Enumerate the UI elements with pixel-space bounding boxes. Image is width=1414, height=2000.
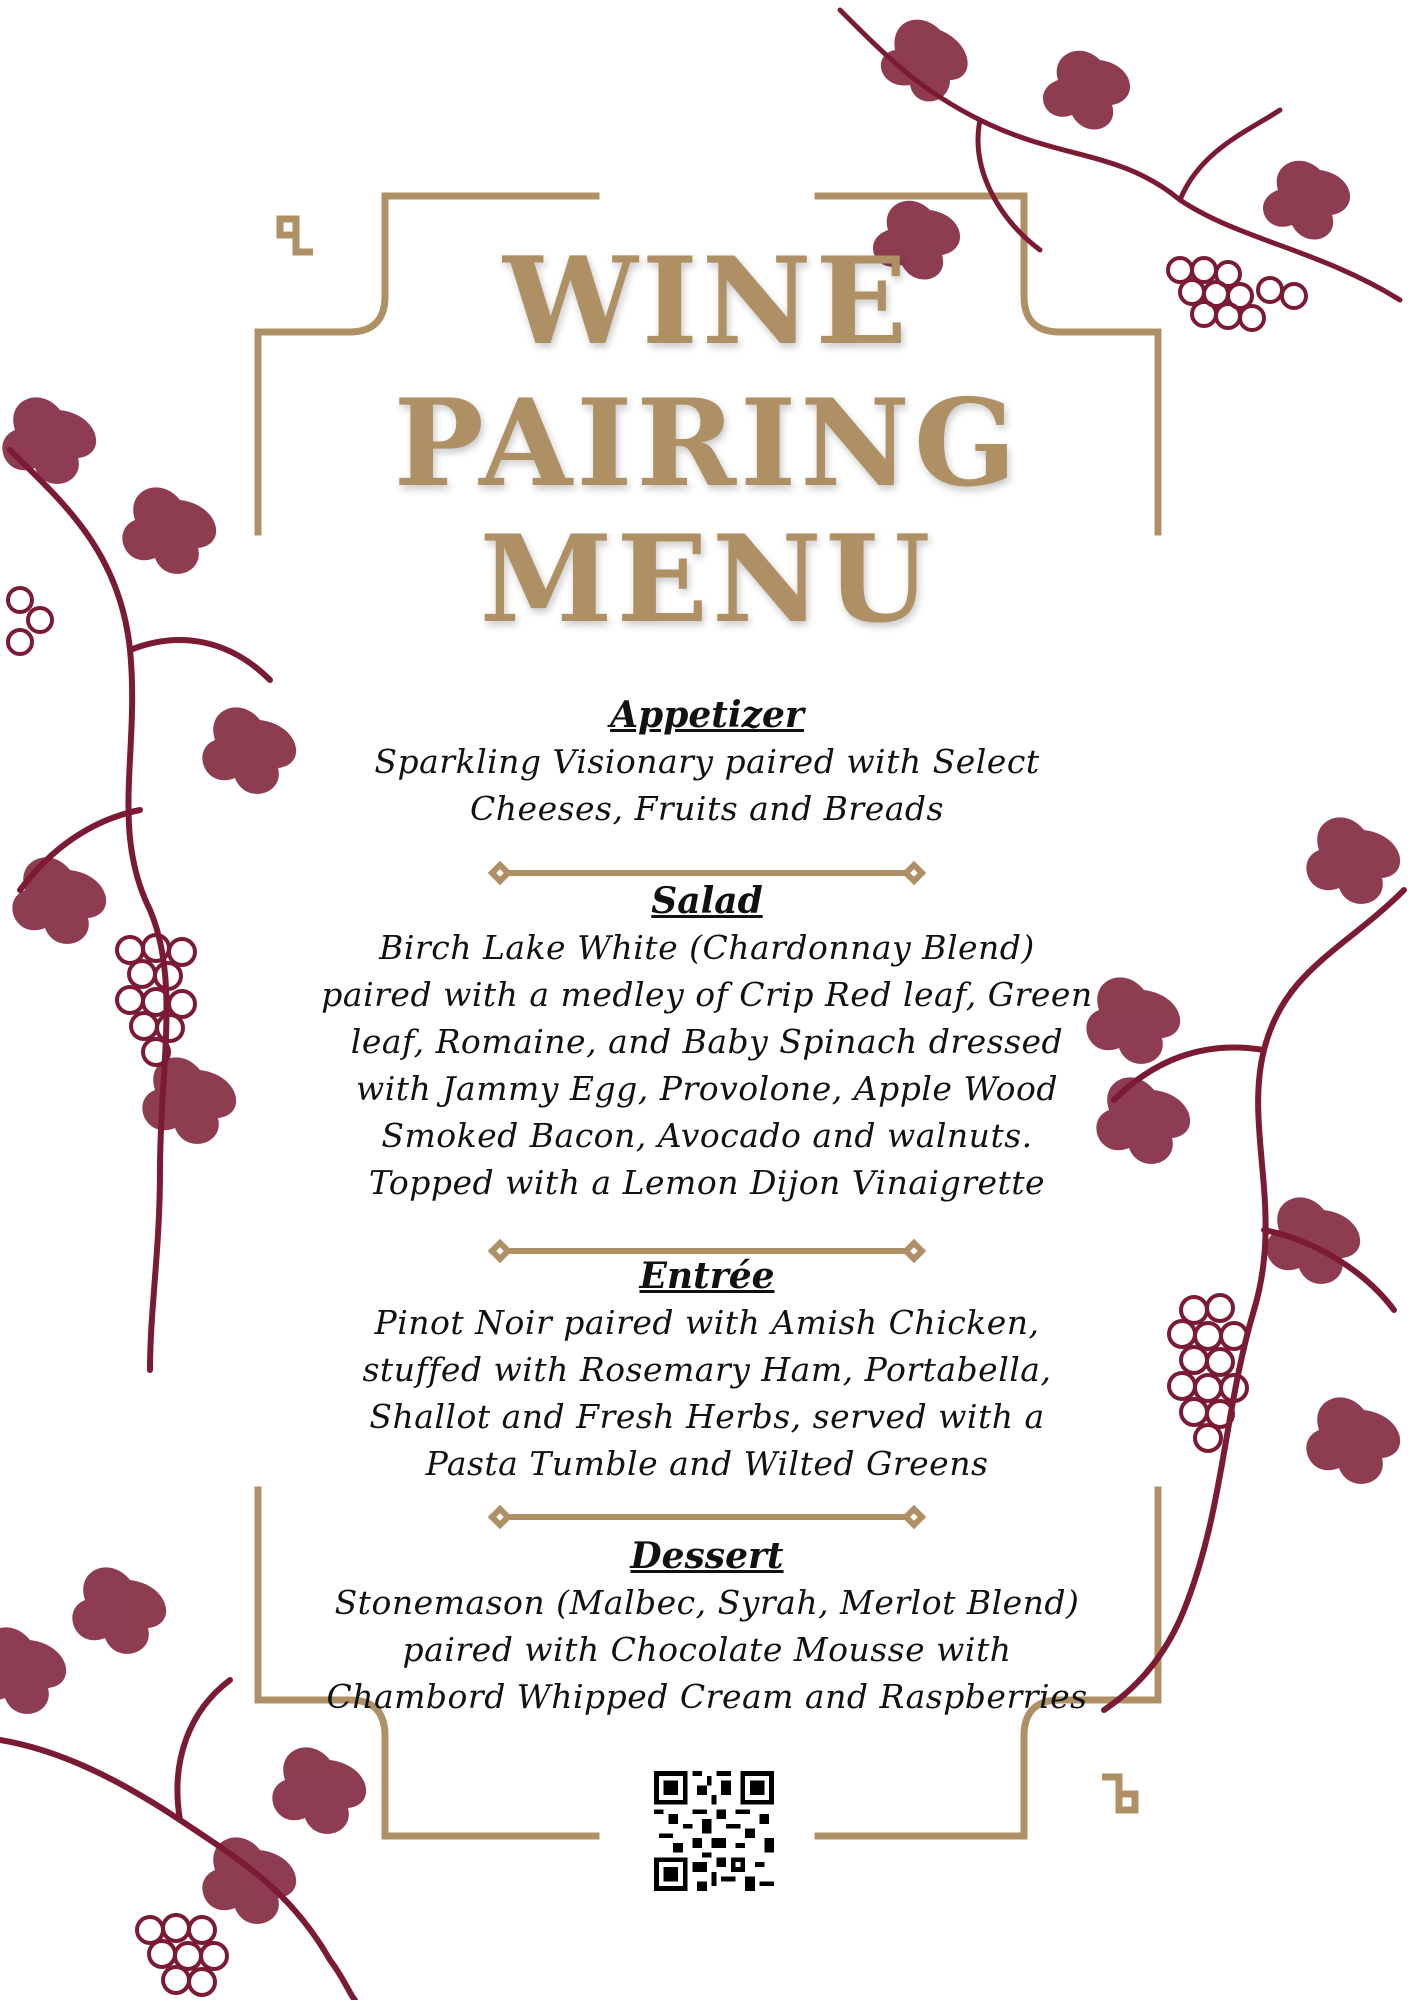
qr-code-icon[interactable] [654,1771,774,1891]
section-heading: Entrée [639,1255,775,1297]
grape-vine-illustration [1064,790,1414,1720]
section-description: Birch Lake White (Chardonnay Blend) paired with a medley of Crip Red leaf, Green leaf, Romaine, and Baby Spinach dressed with Jammy Egg, Provolone, Apple Wood Smoked Bacon, Avocado and walnuts. Topped with a Lemon Dijon Vinaigrette [321,928,1093,1202]
title-line-menu: MENU [479,509,935,650]
menu-section-entree [307,1253,1107,1487]
menu-section-dessert [307,1533,1107,1720]
grape-vine-illustration [0,350,350,1390]
section-description: Pinot Noir paired with Amish Chicken, stuffed with Rosemary Ham, Portabella, Shallot and Fresh Herbs, served with a Pasta Tumble and Wilted Greens [362,1303,1052,1483]
section-description: Stonemason (Malbec, Syrah, Merlot Blend) paired with Chocolate Mousse with Chambord Whipped Cream and Raspberries [326,1583,1088,1716]
menu-section-salad [307,878,1107,1206]
section-heading: Appetizer [610,694,804,736]
section-heading: Salad [651,880,763,922]
title-line-wine: WINE [502,231,912,372]
ornamental-divider [488,1505,926,1529]
menu-section-appetizer [307,692,1107,832]
section-heading: Dessert [630,1535,784,1577]
section-description: Sparkling Visionary paired with Select Cheeses, Fruits and Breads [374,742,1040,828]
title-line-pairing: PAIRING [393,373,1021,514]
